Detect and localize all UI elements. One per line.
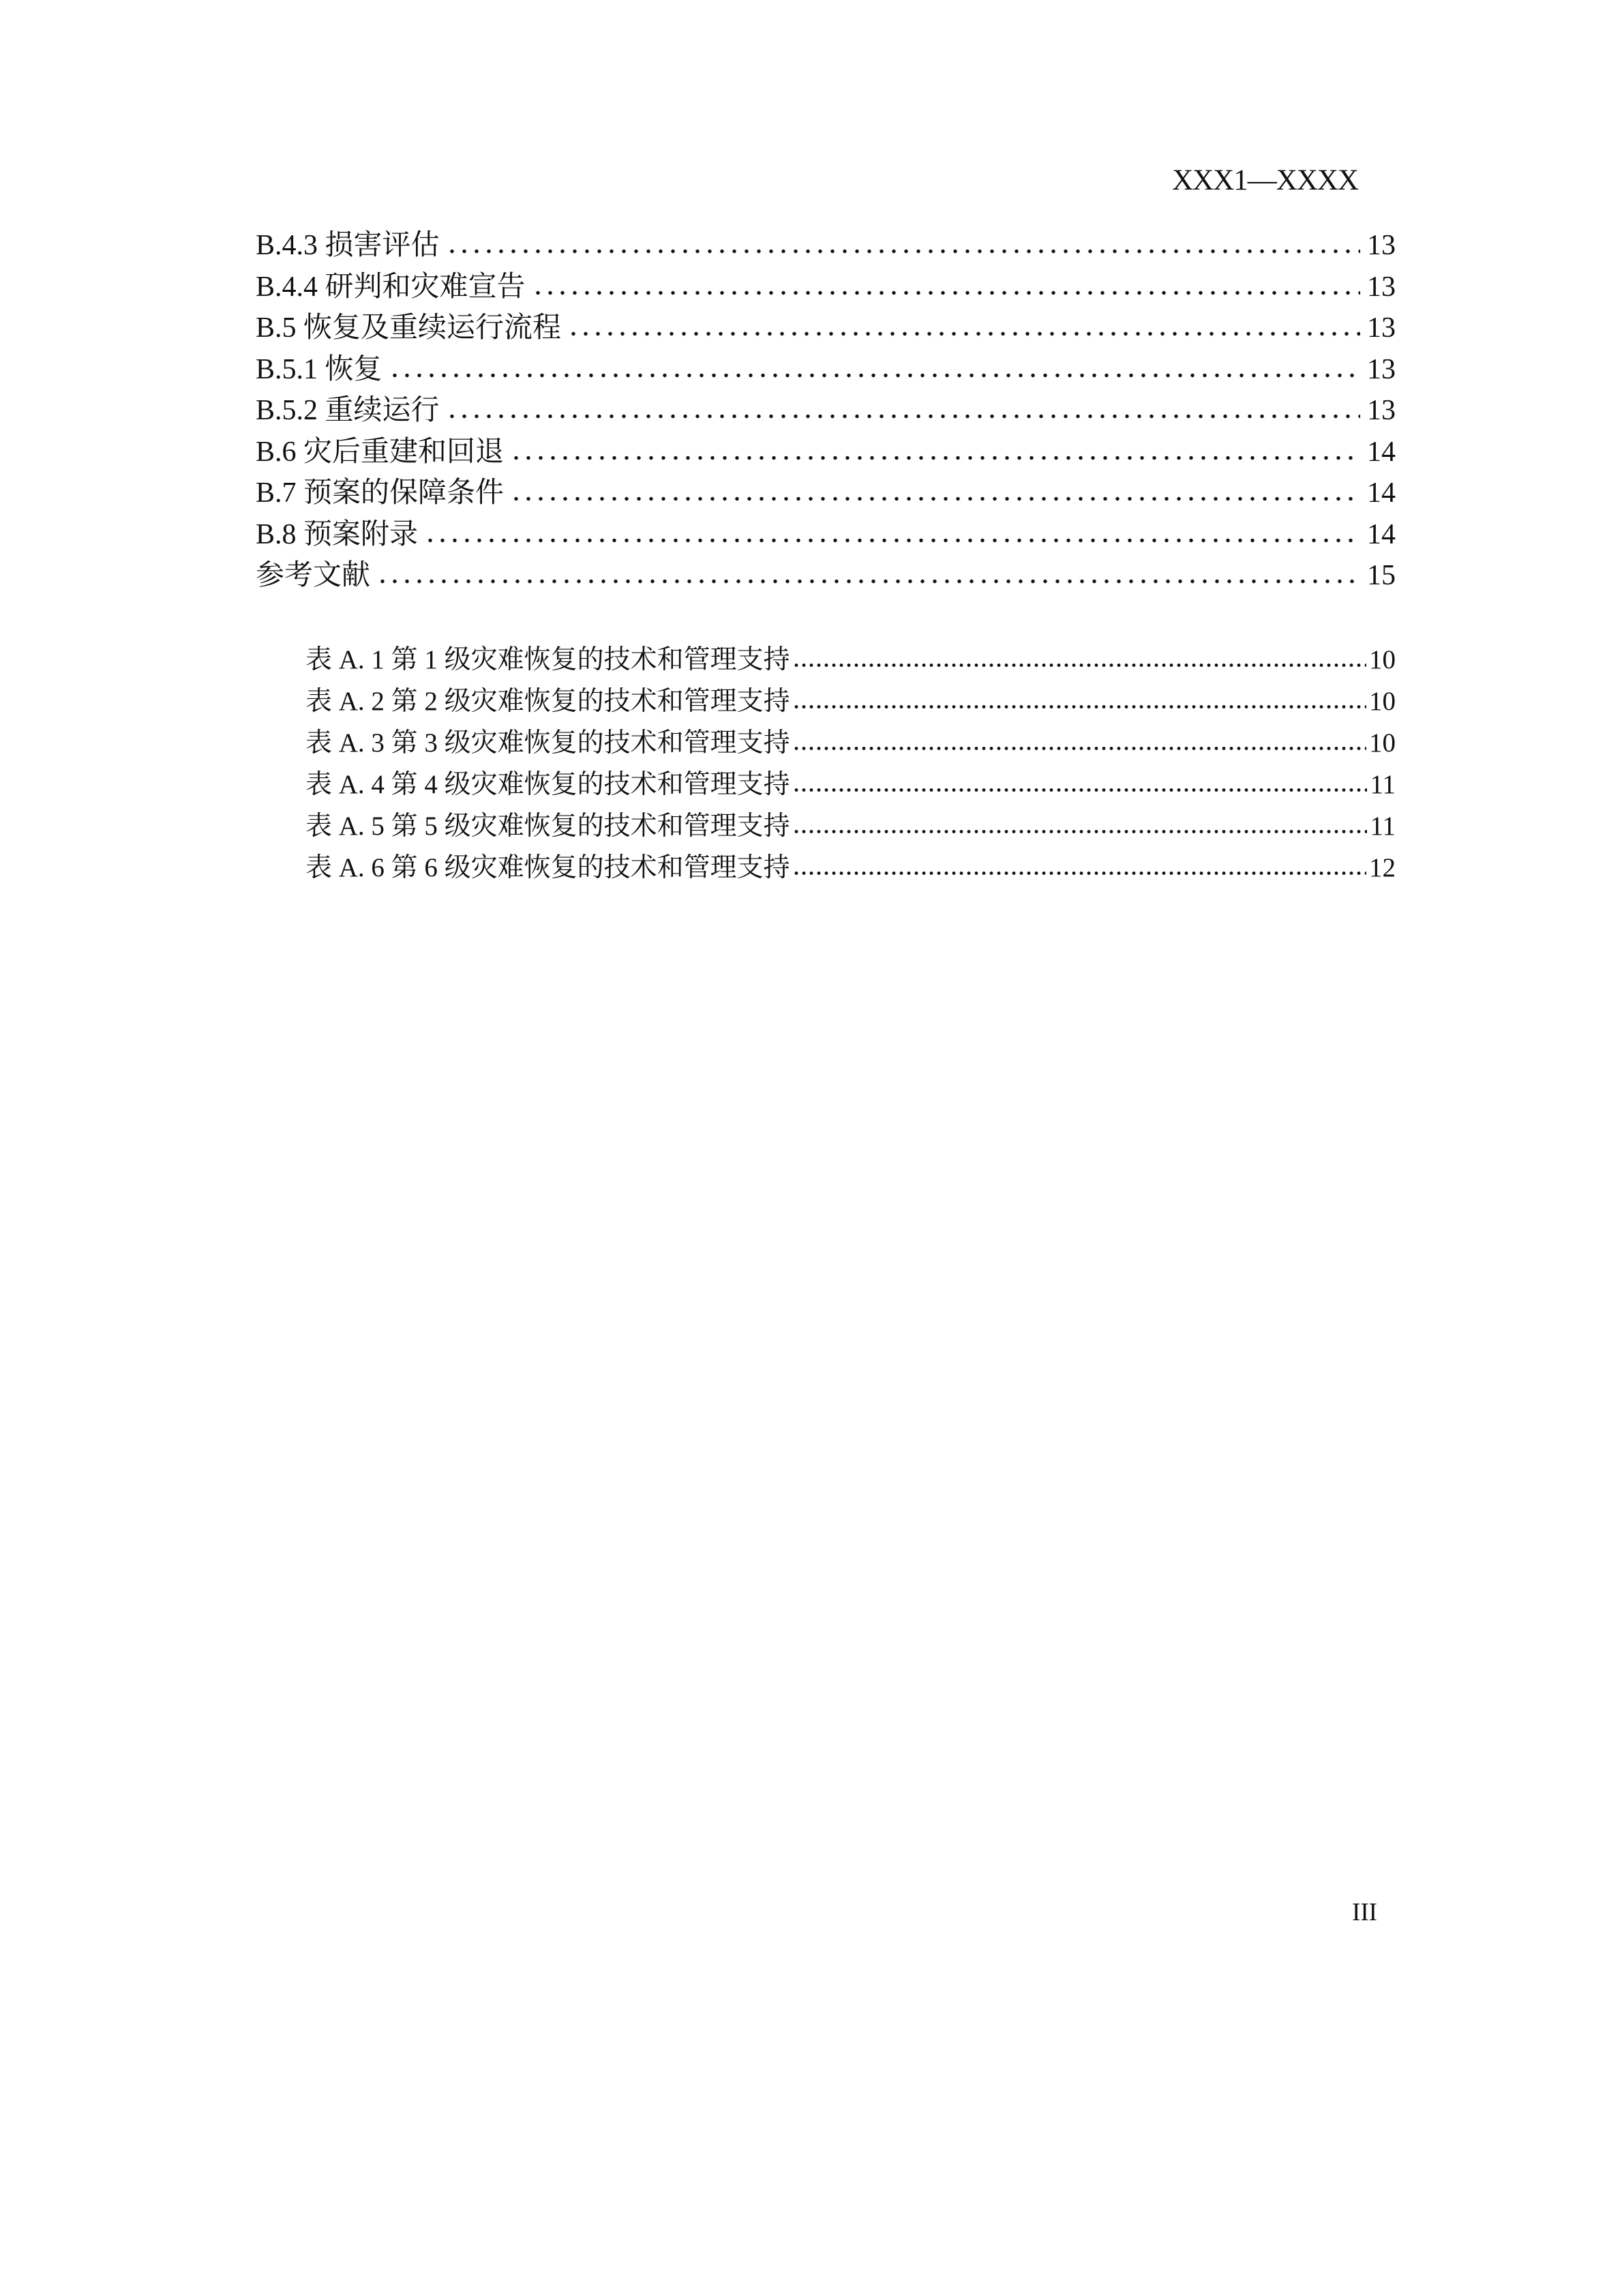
dot-leader xyxy=(794,745,1366,751)
table-index-label: 表 A. 6 第 6 级灾难恢复的技术和管理支持 xyxy=(305,853,790,882)
toc-entry xyxy=(256,473,1396,514)
table-index-page: 10 xyxy=(1369,728,1396,758)
dot-leader xyxy=(449,248,1360,254)
toc-entry-label: B.5.1 恢复 xyxy=(256,353,382,385)
page-number: III xyxy=(1352,1898,1377,1926)
table-index-list xyxy=(305,639,1396,889)
toc-entry-page: 13 xyxy=(1367,353,1396,385)
toc-entry-page: 13 xyxy=(1367,312,1396,344)
table-index-label: 表 A. 1 第 1 级灾难恢复的技术和管理支持 xyxy=(305,645,790,674)
table-index-page: 10 xyxy=(1369,645,1396,674)
toc-entry xyxy=(256,308,1396,349)
dot-leader xyxy=(794,704,1366,710)
toc-entry-page: 13 xyxy=(1367,230,1396,261)
toc-entry-label: B.4.3 损害评估 xyxy=(256,230,440,261)
dot-leader xyxy=(794,870,1366,876)
table-index-entry xyxy=(305,805,1396,847)
table-index-label: 表 A. 3 第 3 级灾难恢复的技术和管理支持 xyxy=(305,728,790,758)
table-index-entry xyxy=(305,764,1396,805)
table-index-label: 表 A. 5 第 5 级灾难恢复的技术和管理支持 xyxy=(305,811,790,841)
table-index-label: 表 A. 2 第 2 级灾难恢复的技术和管理支持 xyxy=(305,687,790,716)
dot-leader xyxy=(571,331,1360,337)
table-index-label: 表 A. 4 第 4 级灾难恢复的技术和管理支持 xyxy=(305,770,790,799)
dot-leader xyxy=(427,537,1360,543)
toc-entry-page: 13 xyxy=(1367,395,1396,426)
toc-entry-page: 14 xyxy=(1367,518,1396,550)
toc-entry xyxy=(256,349,1396,391)
toc-entry-page: 15 xyxy=(1367,560,1396,591)
toc-entry-page: 14 xyxy=(1367,436,1396,468)
toc-entry-label: B.8 预案附录 xyxy=(256,518,419,550)
toc-entry xyxy=(256,390,1396,432)
dot-leader xyxy=(794,787,1368,793)
dot-leader xyxy=(449,413,1360,419)
dot-leader xyxy=(794,662,1366,668)
dot-leader xyxy=(392,372,1360,378)
toc-entry-label: B.5.2 重续运行 xyxy=(256,395,440,426)
dot-leader xyxy=(380,578,1360,584)
toc-entry-label: B.6 灾后重建和回退 xyxy=(256,436,505,468)
table-index-page: 10 xyxy=(1369,687,1396,716)
toc-list xyxy=(256,225,1396,597)
toc-entry-label: 参考文献 xyxy=(256,560,371,591)
dot-leader xyxy=(794,829,1368,835)
dot-leader xyxy=(513,455,1360,461)
dot-leader xyxy=(535,290,1360,296)
table-index-entry xyxy=(305,639,1396,681)
toc-entry xyxy=(256,432,1396,473)
toc-entry xyxy=(256,555,1396,597)
table-index-page: 11 xyxy=(1370,770,1396,799)
toc-entry-page: 14 xyxy=(1367,477,1396,509)
toc-entry-label: B.7 预案的保障条件 xyxy=(256,477,505,509)
toc-entry-label: B.4.4 研判和灾难宣告 xyxy=(256,271,526,303)
document-code: XXX1—XXXX xyxy=(1172,164,1358,196)
dot-leader xyxy=(513,496,1360,502)
toc-entry-label: B.5 恢复及重续运行流程 xyxy=(256,312,562,344)
toc-entry xyxy=(256,225,1396,267)
table-index-entry xyxy=(305,722,1396,764)
table-index-page: 12 xyxy=(1369,853,1396,882)
table-index-entry xyxy=(305,681,1396,722)
table-index-entry xyxy=(305,847,1396,889)
toc-entry xyxy=(256,267,1396,308)
toc-entry xyxy=(256,514,1396,556)
toc-entry-page: 13 xyxy=(1367,271,1396,303)
table-index-page: 11 xyxy=(1370,811,1396,841)
